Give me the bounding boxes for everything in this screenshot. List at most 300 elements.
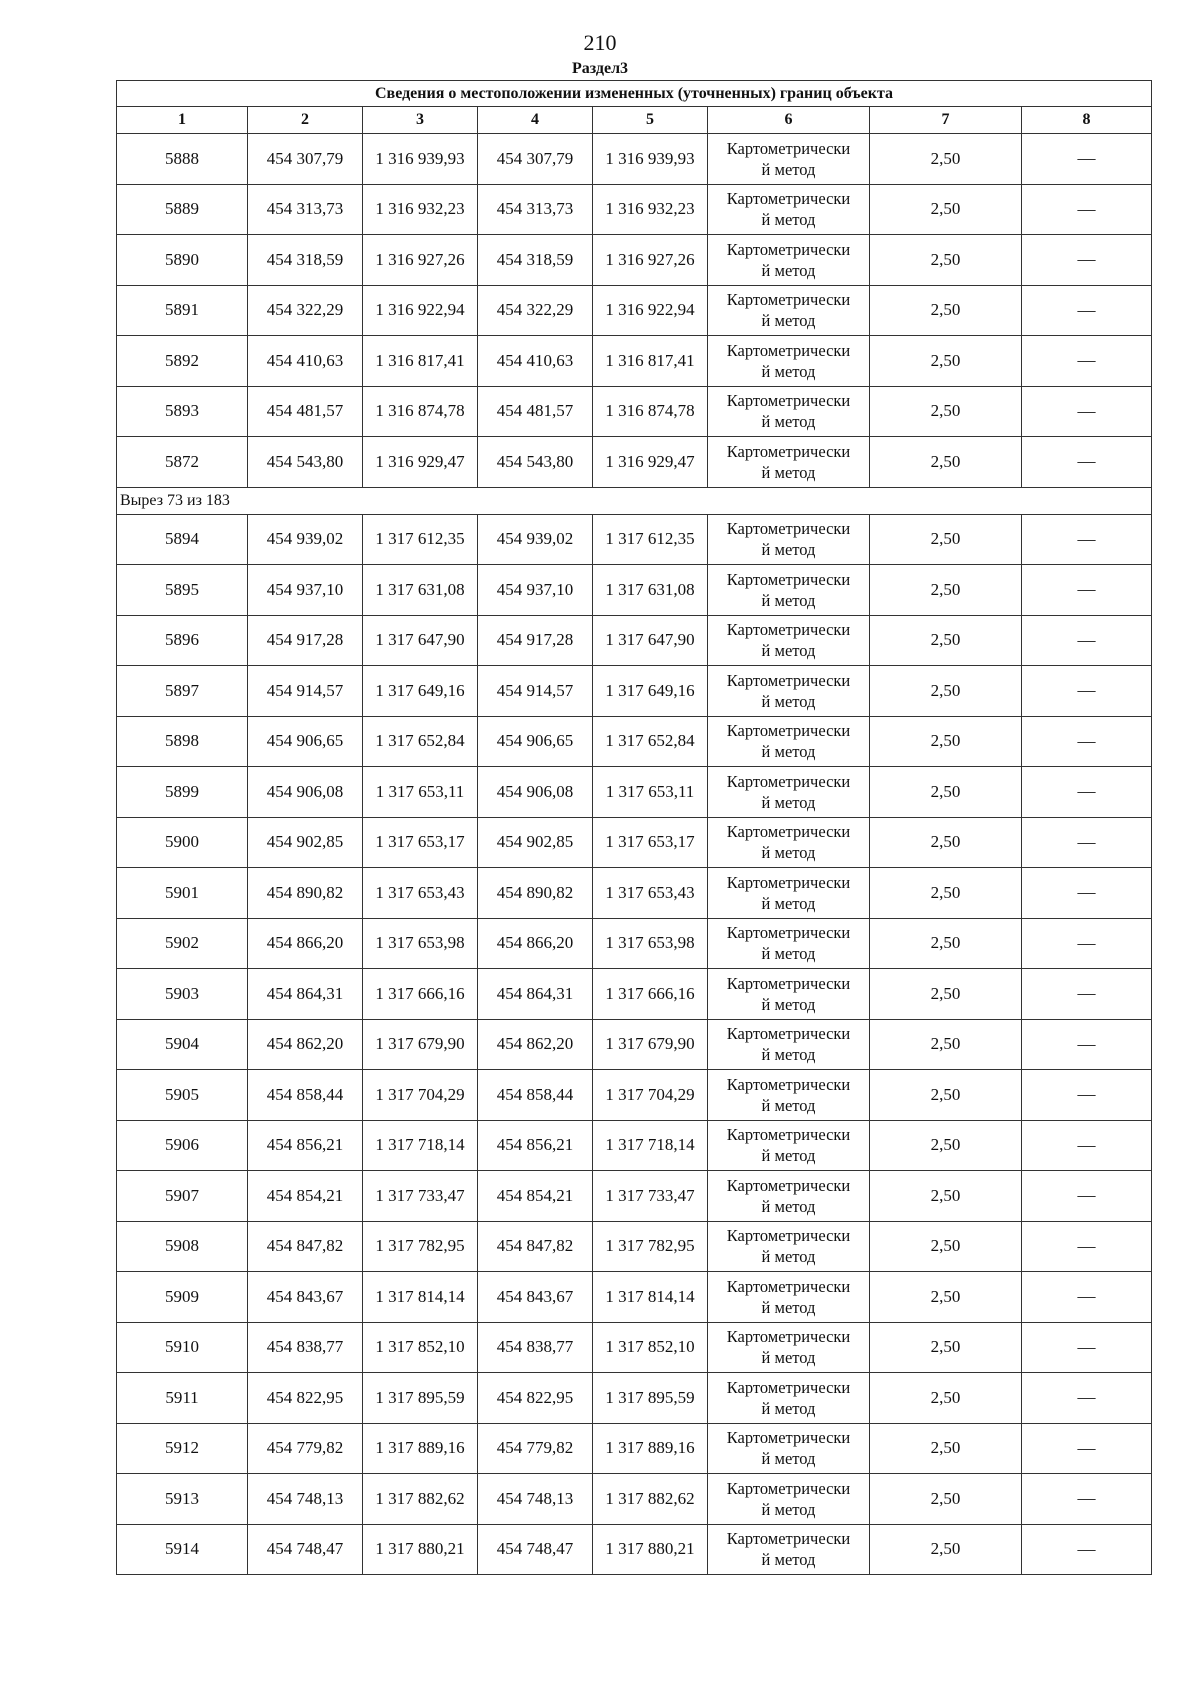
precision-cell: 2,50 bbox=[870, 1120, 1022, 1171]
x-old-cell: 454 862,20 bbox=[248, 1019, 363, 1070]
table-row bbox=[117, 918, 1152, 969]
x-new-cell: 454 856,21 bbox=[478, 1120, 593, 1171]
method-line: й метод bbox=[761, 641, 816, 661]
y-new-cell: 1 316 927,26 bbox=[593, 235, 708, 286]
y-old-cell: 1 317 612,35 bbox=[363, 514, 478, 565]
y-old-cell: 1 317 653,17 bbox=[363, 817, 478, 868]
point-number-cell: 5912 bbox=[117, 1423, 248, 1474]
precision-cell: 2,50 bbox=[870, 969, 1022, 1020]
y-new-cell: 1 317 631,08 bbox=[593, 565, 708, 616]
point-number-cell: 5914 bbox=[117, 1524, 248, 1575]
method-line: Картометрически bbox=[726, 1074, 851, 1094]
column-number: 8 bbox=[1022, 107, 1152, 134]
point-number-cell: 5906 bbox=[117, 1120, 248, 1171]
note-cell: — bbox=[1022, 817, 1152, 868]
method-line: й метод bbox=[761, 1045, 816, 1065]
method-cell bbox=[708, 1120, 870, 1171]
precision-cell: 2,50 bbox=[870, 336, 1022, 387]
method-cell bbox=[708, 1272, 870, 1323]
note-cell: — bbox=[1022, 615, 1152, 666]
x-old-cell: 454 866,20 bbox=[248, 918, 363, 969]
precision-cell: 2,50 bbox=[870, 1070, 1022, 1121]
y-old-cell: 1 317 889,16 bbox=[363, 1423, 478, 1474]
y-old-cell: 1 317 666,16 bbox=[363, 969, 478, 1020]
method-cell bbox=[708, 969, 870, 1020]
x-new-cell: 454 543,80 bbox=[478, 437, 593, 488]
x-old-cell: 454 313,73 bbox=[248, 184, 363, 235]
x-old-cell: 454 906,65 bbox=[248, 716, 363, 767]
precision-cell: 2,50 bbox=[870, 615, 1022, 666]
rows-before-cut bbox=[117, 134, 1152, 488]
method-cell bbox=[708, 1322, 870, 1373]
table-row bbox=[117, 565, 1152, 616]
y-old-cell: 1 317 653,11 bbox=[363, 767, 478, 818]
point-number-cell: 5897 bbox=[117, 666, 248, 717]
method-line: Картометрически bbox=[726, 138, 851, 158]
note-cell: — bbox=[1022, 184, 1152, 235]
method-line: Картометрически bbox=[726, 340, 851, 360]
y-new-cell: 1 317 679,90 bbox=[593, 1019, 708, 1070]
method-cell bbox=[708, 1171, 870, 1222]
method-line: й метод bbox=[761, 412, 816, 432]
method-line: Картометрически bbox=[726, 1428, 851, 1448]
precision-cell: 2,50 bbox=[870, 1272, 1022, 1323]
precision-cell: 2,50 bbox=[870, 184, 1022, 235]
method-line: й метод bbox=[761, 792, 816, 812]
method-cell bbox=[708, 1221, 870, 1272]
y-new-cell: 1 317 880,21 bbox=[593, 1524, 708, 1575]
y-new-cell: 1 316 932,23 bbox=[593, 184, 708, 235]
y-old-cell: 1 317 895,59 bbox=[363, 1373, 478, 1424]
y-old-cell: 1 317 814,14 bbox=[363, 1272, 478, 1323]
precision-cell: 2,50 bbox=[870, 386, 1022, 437]
y-new-cell: 1 316 874,78 bbox=[593, 386, 708, 437]
precision-cell: 2,50 bbox=[870, 514, 1022, 565]
point-number-cell: 5899 bbox=[117, 767, 248, 818]
x-new-cell: 454 864,31 bbox=[478, 969, 593, 1020]
method-line: Картометрически bbox=[726, 1327, 851, 1347]
y-old-cell: 1 317 880,21 bbox=[363, 1524, 478, 1575]
x-old-cell: 454 543,80 bbox=[248, 437, 363, 488]
method-line: й метод bbox=[761, 843, 816, 863]
x-old-cell: 454 864,31 bbox=[248, 969, 363, 1020]
point-number-cell: 5889 bbox=[117, 184, 248, 235]
method-line: Картометрически bbox=[726, 1478, 851, 1498]
method-line: й метод bbox=[761, 1196, 816, 1216]
precision-cell: 2,50 bbox=[870, 1322, 1022, 1373]
y-new-cell: 1 316 939,93 bbox=[593, 134, 708, 185]
note-cell: — bbox=[1022, 1120, 1152, 1171]
x-new-cell: 454 890,82 bbox=[478, 868, 593, 919]
x-new-cell: 454 914,57 bbox=[478, 666, 593, 717]
column-number: 4 bbox=[478, 107, 593, 134]
note-cell: — bbox=[1022, 868, 1152, 919]
method-cell bbox=[708, 1524, 870, 1575]
method-cell bbox=[708, 386, 870, 437]
x-old-cell: 454 902,85 bbox=[248, 817, 363, 868]
precision-cell: 2,50 bbox=[870, 235, 1022, 286]
x-old-cell: 454 838,77 bbox=[248, 1322, 363, 1373]
x-old-cell: 454 914,57 bbox=[248, 666, 363, 717]
y-new-cell: 1 316 922,94 bbox=[593, 285, 708, 336]
table-row bbox=[117, 1474, 1152, 1525]
y-new-cell: 1 317 718,14 bbox=[593, 1120, 708, 1171]
method-line: й метод bbox=[761, 1550, 816, 1570]
note-cell: — bbox=[1022, 437, 1152, 488]
precision-cell: 2,50 bbox=[870, 565, 1022, 616]
table-row bbox=[117, 1019, 1152, 1070]
cut-label: Вырез 73 из 183 bbox=[117, 487, 1152, 514]
method-cell bbox=[708, 1070, 870, 1121]
precision-cell: 2,50 bbox=[870, 1373, 1022, 1424]
precision-cell: 2,50 bbox=[870, 716, 1022, 767]
method-cell bbox=[708, 184, 870, 235]
method-cell bbox=[708, 285, 870, 336]
note-cell: — bbox=[1022, 767, 1152, 818]
precision-cell: 2,50 bbox=[870, 1423, 1022, 1474]
y-new-cell: 1 317 889,16 bbox=[593, 1423, 708, 1474]
y-old-cell: 1 317 704,29 bbox=[363, 1070, 478, 1121]
point-number-cell: 5907 bbox=[117, 1171, 248, 1222]
y-new-cell: 1 317 733,47 bbox=[593, 1171, 708, 1222]
x-new-cell: 454 862,20 bbox=[478, 1019, 593, 1070]
cut-row bbox=[117, 487, 1152, 514]
note-cell: — bbox=[1022, 336, 1152, 387]
x-new-cell: 454 854,21 bbox=[478, 1171, 593, 1222]
note-cell: — bbox=[1022, 1423, 1152, 1474]
x-new-cell: 454 866,20 bbox=[478, 918, 593, 969]
method-line: й метод bbox=[761, 590, 816, 610]
y-new-cell: 1 317 647,90 bbox=[593, 615, 708, 666]
column-number-row bbox=[117, 107, 1152, 134]
column-number: 6 bbox=[708, 107, 870, 134]
point-number-cell: 5872 bbox=[117, 437, 248, 488]
x-new-cell: 454 410,63 bbox=[478, 336, 593, 387]
column-number: 7 bbox=[870, 107, 1022, 134]
x-old-cell: 454 917,28 bbox=[248, 615, 363, 666]
y-old-cell: 1 316 874,78 bbox=[363, 386, 478, 437]
x-old-cell: 454 906,08 bbox=[248, 767, 363, 818]
point-number-cell: 5901 bbox=[117, 868, 248, 919]
y-new-cell: 1 317 653,17 bbox=[593, 817, 708, 868]
note-cell: — bbox=[1022, 1322, 1152, 1373]
column-number: 2 bbox=[248, 107, 363, 134]
method-line: Картометрически bbox=[726, 239, 851, 259]
x-old-cell: 454 858,44 bbox=[248, 1070, 363, 1121]
method-cell bbox=[708, 716, 870, 767]
x-old-cell: 454 307,79 bbox=[248, 134, 363, 185]
method-line: й метод bbox=[761, 1146, 816, 1166]
table-row bbox=[117, 969, 1152, 1020]
method-line: Картометрически bbox=[726, 1226, 851, 1246]
x-new-cell: 454 822,95 bbox=[478, 1373, 593, 1424]
y-new-cell: 1 317 653,98 bbox=[593, 918, 708, 969]
method-line: Картометрически bbox=[726, 1125, 851, 1145]
note-cell: — bbox=[1022, 285, 1152, 336]
precision-cell: 2,50 bbox=[870, 817, 1022, 868]
method-line: Картометрически bbox=[726, 519, 851, 539]
y-new-cell: 1 317 882,62 bbox=[593, 1474, 708, 1525]
point-number-cell: 5900 bbox=[117, 817, 248, 868]
table-row bbox=[117, 134, 1152, 185]
point-number-cell: 5892 bbox=[117, 336, 248, 387]
method-cell bbox=[708, 1019, 870, 1070]
note-cell: — bbox=[1022, 969, 1152, 1020]
table-row bbox=[117, 1120, 1152, 1171]
method-line: Картометрически bbox=[726, 721, 851, 741]
method-cell bbox=[708, 235, 870, 286]
point-number-cell: 5888 bbox=[117, 134, 248, 185]
method-line: Картометрически bbox=[726, 872, 851, 892]
point-number-cell: 5911 bbox=[117, 1373, 248, 1424]
precision-cell: 2,50 bbox=[870, 1019, 1022, 1070]
note-cell: — bbox=[1022, 1019, 1152, 1070]
table-row bbox=[117, 1171, 1152, 1222]
precision-cell: 2,50 bbox=[870, 918, 1022, 969]
table-row bbox=[117, 1070, 1152, 1121]
x-old-cell: 454 748,13 bbox=[248, 1474, 363, 1525]
note-cell: — bbox=[1022, 1373, 1152, 1424]
method-line: й метод bbox=[761, 311, 816, 331]
table-row bbox=[117, 235, 1152, 286]
precision-cell: 2,50 bbox=[870, 1474, 1022, 1525]
y-new-cell: 1 317 782,95 bbox=[593, 1221, 708, 1272]
y-new-cell: 1 317 814,14 bbox=[593, 1272, 708, 1323]
method-line: Картометрически bbox=[726, 1024, 851, 1044]
y-new-cell: 1 317 649,16 bbox=[593, 666, 708, 717]
method-cell bbox=[708, 134, 870, 185]
method-line: й метод bbox=[761, 1398, 816, 1418]
x-old-cell: 454 322,29 bbox=[248, 285, 363, 336]
y-old-cell: 1 316 817,41 bbox=[363, 336, 478, 387]
method-line: й метод bbox=[761, 1449, 816, 1469]
note-cell: — bbox=[1022, 666, 1152, 717]
x-old-cell: 454 410,63 bbox=[248, 336, 363, 387]
method-line: й метод bbox=[761, 159, 816, 179]
y-old-cell: 1 316 939,93 bbox=[363, 134, 478, 185]
table-row bbox=[117, 336, 1152, 387]
y-old-cell: 1 317 647,90 bbox=[363, 615, 478, 666]
method-line: Картометрически bbox=[726, 1276, 851, 1296]
method-cell bbox=[708, 1423, 870, 1474]
precision-cell: 2,50 bbox=[870, 1221, 1022, 1272]
note-cell: — bbox=[1022, 716, 1152, 767]
y-old-cell: 1 317 649,16 bbox=[363, 666, 478, 717]
method-line: Картометрически bbox=[726, 1529, 851, 1549]
method-line: Картометрически bbox=[726, 290, 851, 310]
x-new-cell: 454 843,67 bbox=[478, 1272, 593, 1323]
x-new-cell: 454 858,44 bbox=[478, 1070, 593, 1121]
note-cell: — bbox=[1022, 1221, 1152, 1272]
method-line: й метод bbox=[761, 210, 816, 230]
point-number-cell: 5909 bbox=[117, 1272, 248, 1323]
table-row bbox=[117, 615, 1152, 666]
method-line: й метод bbox=[761, 1095, 816, 1115]
table-row bbox=[117, 1524, 1152, 1575]
method-line: й метод bbox=[761, 361, 816, 381]
x-new-cell: 454 906,65 bbox=[478, 716, 593, 767]
y-old-cell: 1 316 929,47 bbox=[363, 437, 478, 488]
precision-cell: 2,50 bbox=[870, 1524, 1022, 1575]
x-old-cell: 454 481,57 bbox=[248, 386, 363, 437]
note-cell: — bbox=[1022, 918, 1152, 969]
point-number-cell: 5896 bbox=[117, 615, 248, 666]
x-new-cell: 454 937,10 bbox=[478, 565, 593, 616]
x-new-cell: 454 847,82 bbox=[478, 1221, 593, 1272]
x-old-cell: 454 847,82 bbox=[248, 1221, 363, 1272]
point-number-cell: 5903 bbox=[117, 969, 248, 1020]
y-new-cell: 1 317 652,84 bbox=[593, 716, 708, 767]
point-number-cell: 5894 bbox=[117, 514, 248, 565]
y-new-cell: 1 317 895,59 bbox=[593, 1373, 708, 1424]
point-number-cell: 5910 bbox=[117, 1322, 248, 1373]
method-line: Картометрически bbox=[726, 771, 851, 791]
note-cell: — bbox=[1022, 514, 1152, 565]
x-old-cell: 454 748,47 bbox=[248, 1524, 363, 1575]
y-old-cell: 1 317 653,98 bbox=[363, 918, 478, 969]
method-line: й метод bbox=[761, 260, 816, 280]
table-row bbox=[117, 184, 1152, 235]
y-old-cell: 1 317 652,84 bbox=[363, 716, 478, 767]
note-cell: — bbox=[1022, 1474, 1152, 1525]
y-old-cell: 1 317 718,14 bbox=[363, 1120, 478, 1171]
note-cell: — bbox=[1022, 134, 1152, 185]
x-new-cell: 454 779,82 bbox=[478, 1423, 593, 1474]
x-new-cell: 454 748,13 bbox=[478, 1474, 593, 1525]
y-old-cell: 1 317 733,47 bbox=[363, 1171, 478, 1222]
section-title: Раздел3 bbox=[571, 60, 629, 77]
precision-cell: 2,50 bbox=[870, 1171, 1022, 1222]
precision-cell: 2,50 bbox=[870, 285, 1022, 336]
y-old-cell: 1 317 631,08 bbox=[363, 565, 478, 616]
x-new-cell: 454 313,73 bbox=[478, 184, 593, 235]
x-new-cell: 454 917,28 bbox=[478, 615, 593, 666]
table-row bbox=[117, 1272, 1152, 1323]
y-old-cell: 1 317 782,95 bbox=[363, 1221, 478, 1272]
column-number: 3 bbox=[363, 107, 478, 134]
method-cell bbox=[708, 336, 870, 387]
method-line: Картометрически bbox=[726, 391, 851, 411]
method-cell bbox=[708, 565, 870, 616]
note-cell: — bbox=[1022, 1272, 1152, 1323]
method-line: й метод bbox=[761, 742, 816, 762]
y-new-cell: 1 317 653,11 bbox=[593, 767, 708, 818]
rows-after-cut bbox=[117, 514, 1152, 1575]
note-cell: — bbox=[1022, 235, 1152, 286]
coordinates-table bbox=[116, 80, 1152, 1575]
precision-cell: 2,50 bbox=[870, 767, 1022, 818]
point-number-cell: 5908 bbox=[117, 1221, 248, 1272]
method-line: Картометрически bbox=[726, 923, 851, 943]
method-line: й метод bbox=[761, 1348, 816, 1368]
note-cell: — bbox=[1022, 1070, 1152, 1121]
y-old-cell: 1 317 653,43 bbox=[363, 868, 478, 919]
x-new-cell: 454 939,02 bbox=[478, 514, 593, 565]
x-old-cell: 454 856,21 bbox=[248, 1120, 363, 1171]
method-line: Картометрически bbox=[726, 973, 851, 993]
table-row bbox=[117, 386, 1152, 437]
x-old-cell: 454 854,21 bbox=[248, 1171, 363, 1222]
method-line: й метод bbox=[761, 944, 816, 964]
table-row bbox=[117, 817, 1152, 868]
method-cell bbox=[708, 1373, 870, 1424]
method-line: Картометрически bbox=[726, 670, 851, 690]
table-row bbox=[117, 514, 1152, 565]
table-row bbox=[117, 1322, 1152, 1373]
table-row bbox=[117, 437, 1152, 488]
precision-cell: 2,50 bbox=[870, 868, 1022, 919]
method-cell bbox=[708, 767, 870, 818]
x-old-cell: 454 890,82 bbox=[248, 868, 363, 919]
y-old-cell: 1 316 922,94 bbox=[363, 285, 478, 336]
y-new-cell: 1 317 666,16 bbox=[593, 969, 708, 1020]
method-cell bbox=[708, 514, 870, 565]
table-row bbox=[117, 868, 1152, 919]
method-line: Картометрически bbox=[726, 822, 851, 842]
table-caption: Сведения о местоположении измененных (уточненных) границ объекта bbox=[117, 81, 1152, 107]
x-old-cell: 454 822,95 bbox=[248, 1373, 363, 1424]
x-old-cell: 454 939,02 bbox=[248, 514, 363, 565]
x-new-cell: 454 906,08 bbox=[478, 767, 593, 818]
point-number-cell: 5904 bbox=[117, 1019, 248, 1070]
precision-cell: 2,50 bbox=[870, 666, 1022, 717]
y-new-cell: 1 317 612,35 bbox=[593, 514, 708, 565]
method-line: й метод bbox=[761, 1499, 816, 1519]
method-cell bbox=[708, 666, 870, 717]
x-old-cell: 454 779,82 bbox=[248, 1423, 363, 1474]
point-number-cell: 5913 bbox=[117, 1474, 248, 1525]
table-row bbox=[117, 285, 1152, 336]
method-line: й метод bbox=[761, 691, 816, 711]
y-old-cell: 1 316 932,23 bbox=[363, 184, 478, 235]
x-old-cell: 454 843,67 bbox=[248, 1272, 363, 1323]
point-number-cell: 5893 bbox=[117, 386, 248, 437]
y-old-cell: 1 317 852,10 bbox=[363, 1322, 478, 1373]
method-cell bbox=[708, 615, 870, 666]
method-line: й метод bbox=[761, 1247, 816, 1267]
x-old-cell: 454 318,59 bbox=[248, 235, 363, 286]
method-cell bbox=[708, 437, 870, 488]
y-new-cell: 1 317 653,43 bbox=[593, 868, 708, 919]
x-new-cell: 454 481,57 bbox=[478, 386, 593, 437]
point-number-cell: 5891 bbox=[117, 285, 248, 336]
table-row bbox=[117, 1221, 1152, 1272]
point-number-cell: 5895 bbox=[117, 565, 248, 616]
note-cell: — bbox=[1022, 386, 1152, 437]
method-line: Картометрически bbox=[726, 1377, 851, 1397]
x-old-cell: 454 937,10 bbox=[248, 565, 363, 616]
x-new-cell: 454 322,29 bbox=[478, 285, 593, 336]
x-new-cell: 454 838,77 bbox=[478, 1322, 593, 1373]
column-number: 5 bbox=[593, 107, 708, 134]
x-new-cell: 454 748,47 bbox=[478, 1524, 593, 1575]
method-line: й метод bbox=[761, 994, 816, 1014]
y-old-cell: 1 316 927,26 bbox=[363, 235, 478, 286]
point-number-cell: 5898 bbox=[117, 716, 248, 767]
table-row bbox=[117, 1423, 1152, 1474]
note-cell: — bbox=[1022, 1524, 1152, 1575]
table-row bbox=[117, 666, 1152, 717]
point-number-cell: 5902 bbox=[117, 918, 248, 969]
method-line: й метод bbox=[761, 462, 816, 482]
precision-cell: 2,50 bbox=[870, 134, 1022, 185]
x-new-cell: 454 318,59 bbox=[478, 235, 593, 286]
point-number-cell: 5905 bbox=[117, 1070, 248, 1121]
method-cell bbox=[708, 1474, 870, 1525]
note-cell: — bbox=[1022, 1171, 1152, 1222]
precision-cell: 2,50 bbox=[870, 437, 1022, 488]
x-new-cell: 454 307,79 bbox=[478, 134, 593, 185]
